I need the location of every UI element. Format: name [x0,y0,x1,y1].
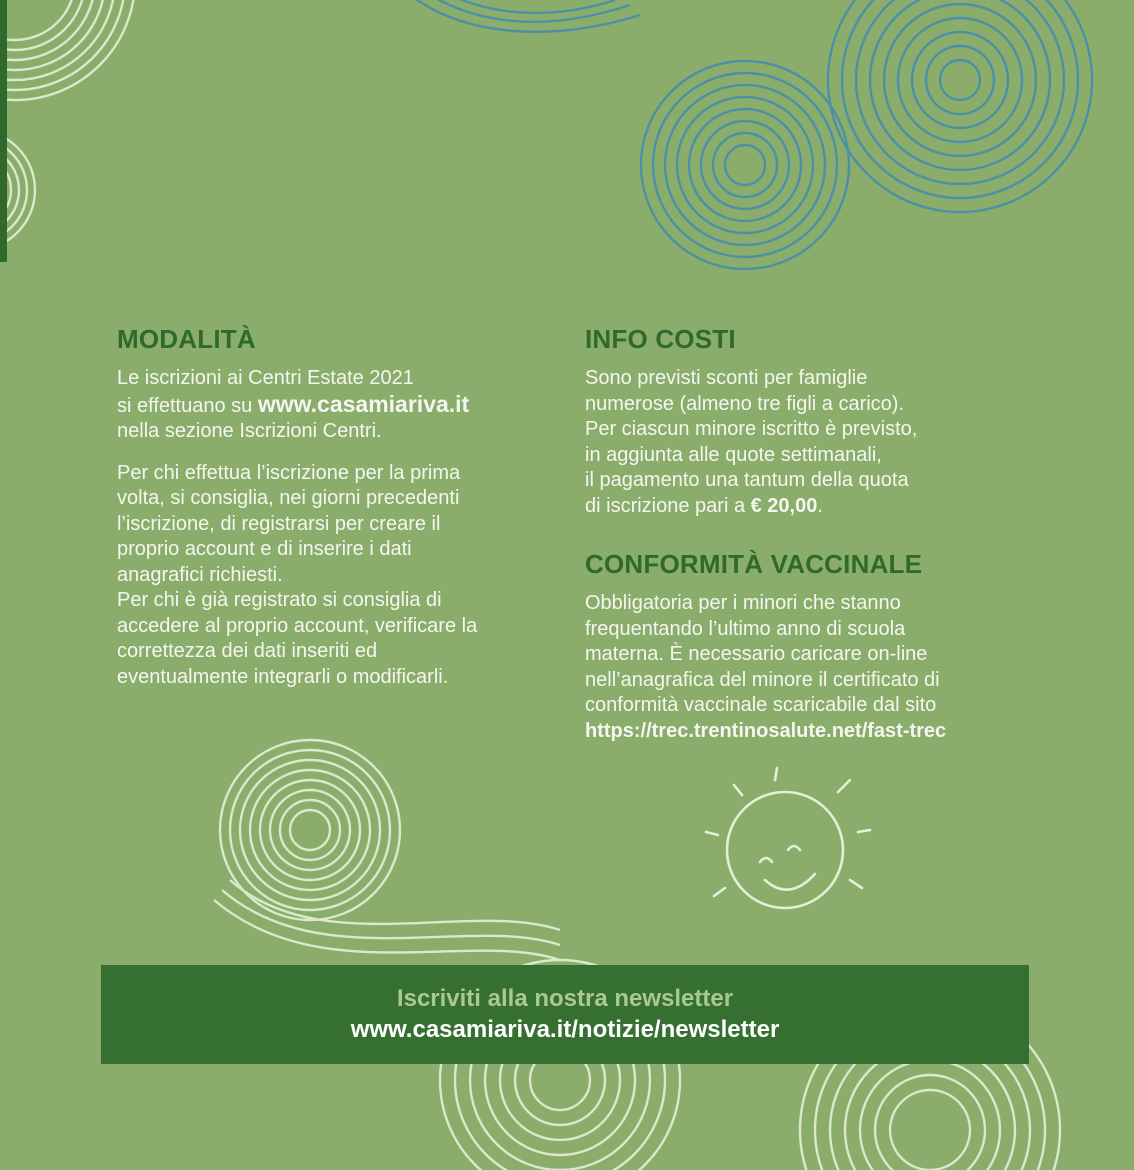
left-border-bar [0,0,7,262]
info-costi-text [585,366,1105,519]
instruction-line: Per chi effettua l’iscrizione per la prima [117,461,461,484]
costi-line-end: . [817,494,823,517]
conformita-heading: CONFORMITÀ VACCINALE [585,549,923,579]
sun-illustration [706,768,870,908]
intro-line-2-text: si effettuano su [117,394,258,417]
conformita-line: nell’anagrafica del minore il certificato di [585,668,940,691]
modalita-instructions [117,461,547,691]
modalita-section [117,322,547,690]
conformita-text [585,591,1105,744]
instruction-line: accedere al proprio account, verificare la [117,614,478,637]
info-costi-heading: INFO COSTI [585,324,736,354]
costi-line: numerose (almeno tre figli a carico). [585,392,905,415]
conformita-line: materna. È necessario caricare on-line [585,643,928,665]
swirl-top-left [0,0,135,100]
instruction-line: anagrafici richiesti. [117,563,283,586]
costi-line-last: di iscrizione pari a [585,494,751,517]
instruction-line: correttezza dei dati inseriti ed [117,640,378,662]
conformita-line: frequentando l’ultimo anno di scuola [585,617,906,640]
instruction-line: volta, si consiglia, nei giorni precedenti [117,487,460,509]
costi-line: il pagamento una tantum della quota [585,469,909,491]
swirl-top-right-blue-a [641,61,849,269]
swirl-top-blue-waves [410,0,640,32]
modalita-heading: MODALITÀ [117,324,256,354]
modalita-intro [117,366,547,445]
intro-line-3-text: nella sezione [117,420,240,442]
fee-amount: € 20,00 [750,494,818,517]
site-link[interactable]: www.casamiariva.it [257,390,470,417]
conformita-line: Obbligatoria per i minori che stanno [585,592,901,614]
instruction-line: proprio account e di inserire i dati [117,538,412,560]
costi-line: in aggiunta alle quote settimanali, [585,443,882,466]
conformita-line: conformità vaccinale scaricabile dal sito [585,694,937,716]
swirl-bottom-left [214,740,560,960]
section-name: Iscrizioni Centri [239,420,377,442]
right-column [585,322,1105,744]
newsletter-banner [101,965,1029,1064]
instruction-line: eventualmente integrarli o modificarli. [117,665,449,688]
costi-line: Per ciascun minore iscritto è previsto, [585,418,918,440]
newsletter-cta: Iscriviti alla nostra newsletter [396,985,734,1012]
newsletter-link[interactable]: www.casamiariva.it/notizie/newsletter [350,1016,780,1043]
swirl-top-right-blue-b [828,0,1092,212]
instruction-line: Per chi è già registrato si consiglia di [117,589,442,611]
conformita-section [585,547,1105,744]
instruction-line: l’iscrizione, di registrarsi per creare il [117,512,441,535]
intro-line-1: Le iscrizioni ai Centri Estate 2021 [117,367,414,389]
trec-link[interactable]: https://trec.trentinosalute.net/fast-trec [585,719,947,742]
costi-line: Sono previsti sconti per famiglie [585,367,868,389]
intro-line-3-end: . [376,420,382,442]
